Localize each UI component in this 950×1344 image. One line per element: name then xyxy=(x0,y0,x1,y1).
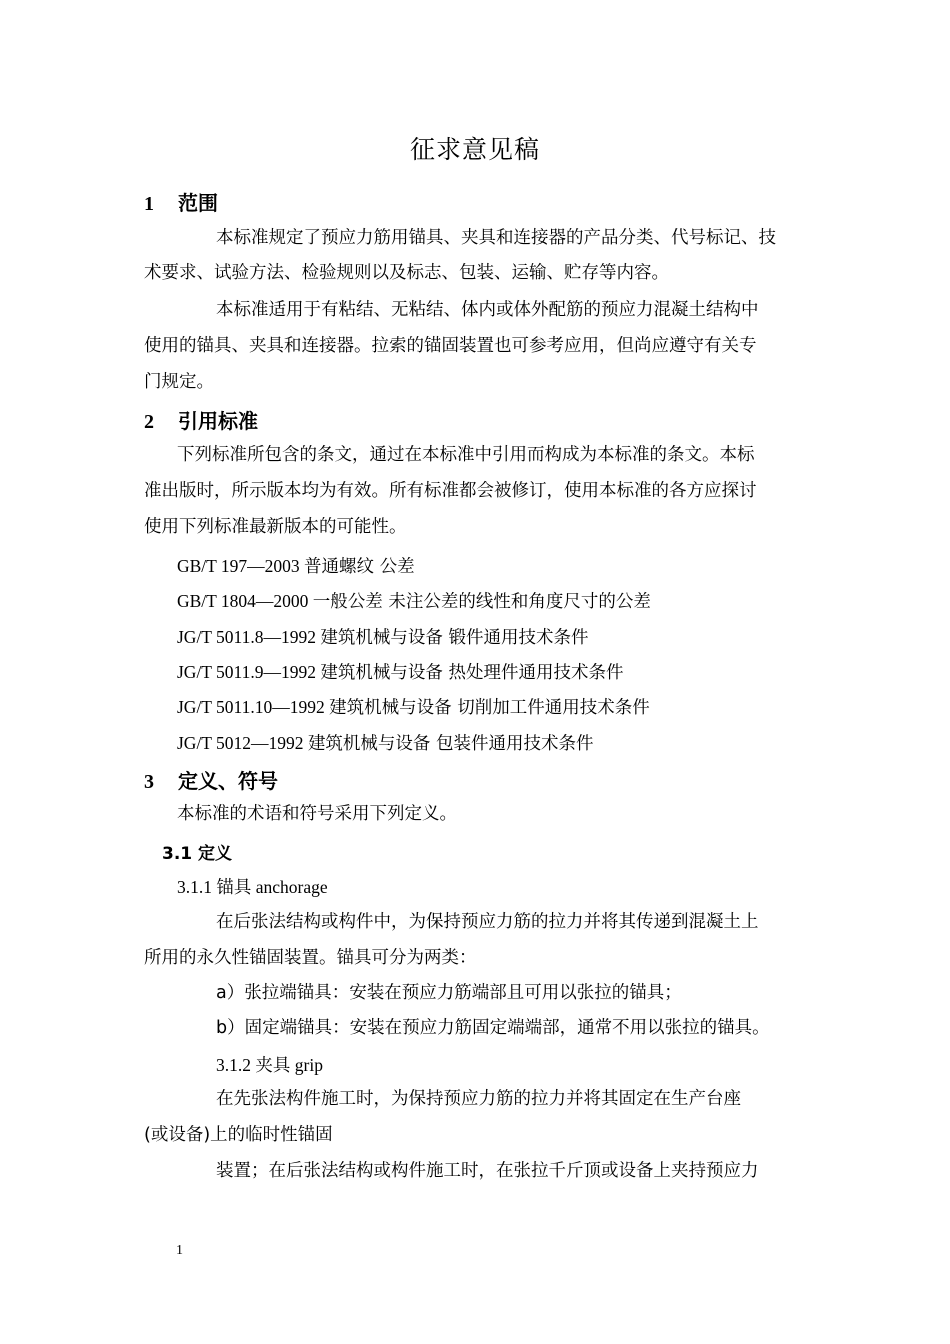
term-en: grip xyxy=(294,1055,323,1075)
reference-code: JG/T 5011.10—1992 xyxy=(177,697,325,717)
list-item: a）张拉端锚具：安装在预应力筋端部且可用以张拉的锚具； xyxy=(216,983,682,1003)
paragraph-line: 门规定。 xyxy=(144,372,214,392)
reference-name: 建筑机械与设备 包装件通用技术条件 xyxy=(307,734,594,754)
reference-name: 一般公差 未注公差的线性和角度尺寸的公差 xyxy=(312,592,651,612)
paragraph-line: 在后张法结构或构件中，为保持预应力筋的拉力并将其传递到混凝土上 xyxy=(216,912,759,932)
reference-name: 建筑机械与设备 热处理件通用技术条件 xyxy=(320,663,624,683)
reference-code: JG/T 5012—1992 xyxy=(177,733,304,753)
page-number: 1 xyxy=(176,1243,183,1258)
paragraph-line: 装置；在后张法结构或构件施工时，在张拉千斤顶或设备上夹持预应力 xyxy=(216,1161,759,1181)
paragraph-line: 所用的永久性锚固装置。锚具可分为两类： xyxy=(144,948,477,968)
paragraph-line: 本标准规定了预应力筋用锚具、夹具和连接器的产品分类、代号标记、技 xyxy=(216,228,776,248)
reference-name: 建筑机械与设备 锻件通用技术条件 xyxy=(320,628,589,648)
reference-item xyxy=(177,553,415,578)
term-number: 3.1.1 xyxy=(177,877,212,897)
definition-term xyxy=(216,1052,323,1077)
term-en: anchorage xyxy=(255,877,328,897)
section-title: 范围 xyxy=(178,191,218,215)
paragraph-line: 使用的锚具、夹具和连接器。拉索的锚固装置也可参考应用，但尚应遵守有关专 xyxy=(144,336,757,356)
reference-item xyxy=(177,624,588,649)
term-zh: 锚具 xyxy=(216,878,252,898)
section-title: 引用标准 xyxy=(178,409,258,433)
reference-code: GB/T 197—2003 xyxy=(177,556,300,576)
section-title: 定义、符号 xyxy=(178,769,278,793)
paragraph-line: 本标准的术语和符号采用下列定义。 xyxy=(177,804,457,824)
list-item: b）固定端锚具：安装在预应力筋固定端端部，通常不用以张拉的锚具。 xyxy=(216,1018,770,1038)
subsection-heading: 3.1 定义 xyxy=(162,844,233,864)
document-title: 征求意见稿 xyxy=(409,135,540,164)
section-number: 1 xyxy=(144,193,154,215)
reference-item xyxy=(177,694,650,719)
reference-code: GB/T 1804—2000 xyxy=(177,591,309,611)
reference-item xyxy=(177,659,623,684)
paragraph-line: (或设备)上的临时性锚固 xyxy=(144,1125,333,1145)
reference-code: JG/T 5011.8—1992 xyxy=(177,627,317,647)
paragraph-line: 本标准适用于有粘结、无粘结、体内或体外配筋的预应力混凝土结构中 xyxy=(216,300,759,320)
section-number: 3 xyxy=(144,771,154,793)
paragraph-line: 准出版时，所示版本均为有效。所有标准都会被修订，使用本标准的各方应探讨 xyxy=(144,481,757,501)
reference-name: 建筑机械与设备 切削加工件通用技术条件 xyxy=(329,698,650,718)
paragraph-line: 在先张法构件施工时，为保持预应力筋的拉力并将其固定在生产台座 xyxy=(216,1089,741,1109)
reference-item xyxy=(177,588,651,613)
section-number: 2 xyxy=(144,411,154,433)
reference-name: 普通螺纹 公差 xyxy=(304,557,415,577)
paragraph-line: 使用下列标准最新版本的可能性。 xyxy=(144,517,407,537)
definition-term xyxy=(177,874,328,899)
reference-code: JG/T 5011.9—1992 xyxy=(177,662,317,682)
term-number: 3.1.2 xyxy=(216,1055,251,1075)
section-2-heading xyxy=(144,405,258,434)
section-1-heading xyxy=(144,187,218,216)
section-3-heading xyxy=(144,765,278,794)
term-zh: 夹具 xyxy=(255,1056,291,1076)
paragraph-line: 下列标准所包含的条文，通过在本标准中引用而构成为本标准的条文。本标 xyxy=(177,445,755,465)
reference-item xyxy=(177,730,594,755)
paragraph-line: 术要求、试验方法、检验规则以及标志、包装、运输、贮存等内容。 xyxy=(144,263,669,283)
